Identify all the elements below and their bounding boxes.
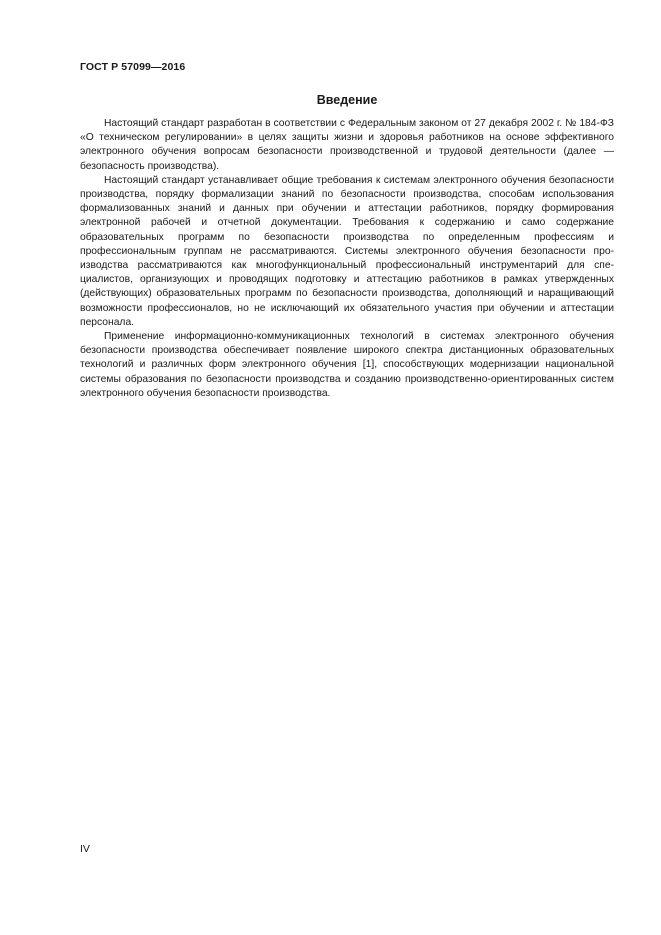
paragraph: Настоящий стандарт разработан в соответствии с Федеральным законом от 27 декабря 2002 г. № 184-ФЗ «О техническом регулировании» в целях защиты жизни и здоровья работников на основе эффективного электронного обучения вопросам безопасности производственной и трудовой деятельности (далее — безопасность производства). bbox=[80, 118, 614, 172]
document-header: ГОСТ Р 57099—2016 bbox=[80, 61, 186, 73]
paragraph: Настоящий стандарт устанавливает общие требования к системам электронного обучения безопасности производства, порядку формализации знаний по безопасности производства, способам использования формализованных знаний и данных при обучении и аттестации работников, порядку формирования электронной рабочей и отчетной документации. Требования к содержанию и само содержание образовательных программ по безопасности производства по определенным профессиям и профессиональным группам не рассматриваются. Системы электронного обучения безопасности производства рассматриваются как многофункциональный профессиональный инструментарий для специалистов, организующих и проводящих подготовку и аттестацию работников в рамках утвержденных (действующих) образовательных программ по безопасности производства, дополняющий и наращивающий возможности профессионалов, но не исключающий их обязательного участия при обучении и аттестации персонала. bbox=[80, 174, 614, 328]
page-number: IV bbox=[80, 843, 90, 855]
section-title: Введение bbox=[316, 93, 378, 107]
paragraph: Применение информационно-коммуникационных технологий в системах электронного обучения безопасности производства обеспечивает появление широкого спектра дистанционных образовательных технологий и различных форм электронного обучения [1], способствующих модернизации национальной системы образования по безопасности производства и созданию производственно-ориентированных систем электронного обучения безопасности производства. bbox=[80, 331, 614, 399]
body-text bbox=[80, 117, 614, 401]
